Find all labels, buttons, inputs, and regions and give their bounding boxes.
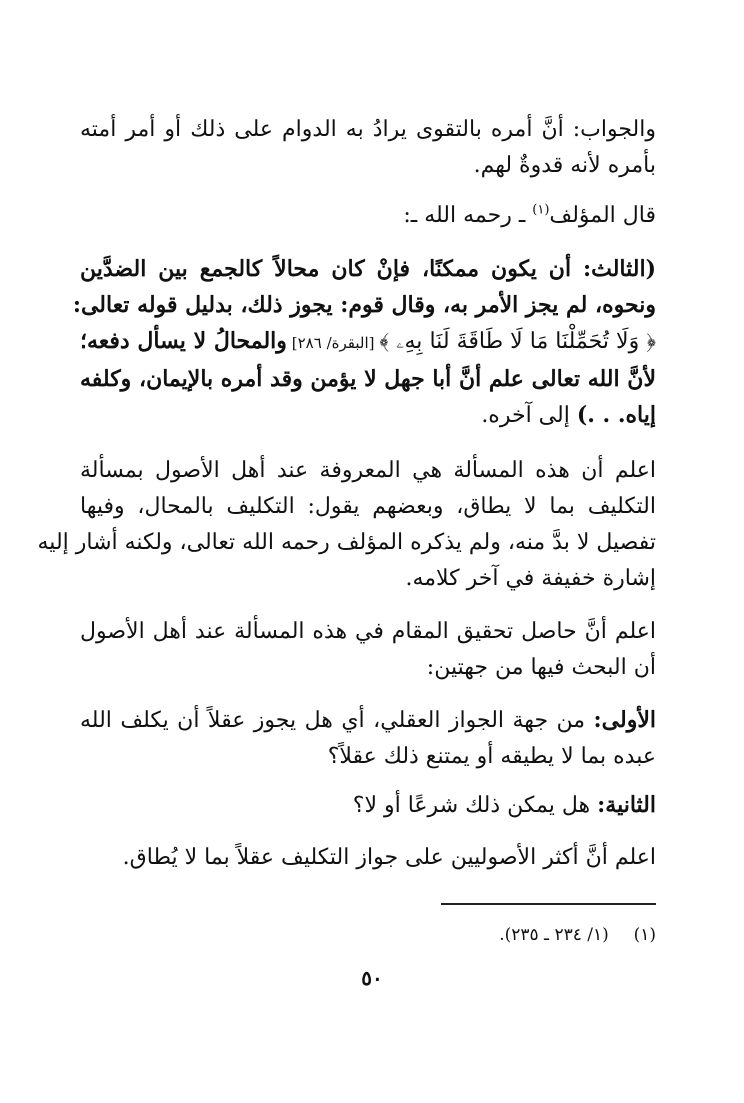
conclusion-paragraph <box>80 840 656 876</box>
text-line <box>80 323 656 361</box>
explanation-paragraph <box>37 453 656 597</box>
footnote-reference: (١) <box>532 202 550 218</box>
text-line: والجواب: أنَّ أمره بالتقوى يرادُ به الدوام على ذلك أو أمر أمته <box>80 117 656 142</box>
text-line: إشارة خفيفة في آخر كلامه. <box>405 566 656 591</box>
quoted-text-paragraph <box>72 251 656 434</box>
text-line: ونحوه، لم يجز الأمر به، وقال قوم: يجوز ذلك، بدليل قوله تعالى: <box>72 292 656 318</box>
text-line: (الثالث: أن يكون ممكنًا، فإنْ كان محالاً كالجمع بين الضدَّين <box>80 256 656 282</box>
author-said-paragraph <box>80 198 656 234</box>
text-line: التكليف بما لا يطاق، وبعضهم يقول: التكليف بالمحال، وفيها <box>80 494 656 519</box>
text-line: اعلم أنَّ أكثر الأصوليين على جواز التكليف عقلاً بما لا يُطاق. <box>122 845 656 870</box>
author-said-lead: قال المؤلف <box>549 203 656 228</box>
text-line: بأمره لأنه قدوةٌ لهم. <box>473 153 656 178</box>
summary-paragraph <box>80 614 656 686</box>
second-aspect-paragraph <box>80 787 656 824</box>
text-segment: من جهة الجواز العقلي، أي هل يجوز عقلاً أن يكلف الله <box>80 708 594 733</box>
author-said-tail: ـ رحمه الله ـ: <box>403 203 533 228</box>
text-line: تفصيل لا بدَّ منه، ولم يذكره المؤلف رحمه الله تعالى، ولكنه أشار إليه <box>37 530 656 555</box>
text-segment: والمحالُ لا يسأل دفعه؛ <box>80 328 287 354</box>
text-line <box>80 702 656 739</box>
text-line: عبده بما لا يطيقه أو يمتنع ذلك عقلاً؟ <box>327 744 656 769</box>
text-line <box>80 397 656 434</box>
text-segment: إياه. . .) <box>576 402 656 428</box>
text-line <box>80 787 656 824</box>
text-line <box>80 198 656 234</box>
answer-paragraph <box>80 112 656 184</box>
footnote-text: (١/ ٢٣٤ ـ ٢٣٥). <box>499 925 609 945</box>
first-aspect-label: الأولى: <box>593 707 656 733</box>
footnote <box>499 922 656 948</box>
text-line: أن البحث فيها من جهتين: <box>426 655 656 680</box>
text-line: اعلم أنَّ حاصل تحقيق المقام في هذه المسألة عند أهل الأصول <box>80 619 656 644</box>
page-number: ٥٠ <box>361 966 383 990</box>
footnote-separator <box>441 903 656 905</box>
text-segment: هل يمكن ذلك شرعًا أو لا؟ <box>352 793 598 818</box>
second-aspect-label: الثانية: <box>597 792 656 818</box>
text-segment: إلى آخره. <box>481 403 577 428</box>
text-line: اعلم أن هذه المسألة هي المعروفة عند أهل الأصول بمسألة <box>80 458 656 483</box>
text-line: لأنَّ الله تعالى علم أنَّ أبا جهل لا يؤمن وقد أمره بالإيمان، وكلفه <box>80 366 656 392</box>
first-aspect-paragraph <box>80 702 656 775</box>
footnote-number: (١) <box>633 925 656 945</box>
quran-verse: ﴿ وَلَا تُحَمِّلْنَا مَا لَا طَاقَةَ لَنَا بِهِۦ ﴾ <box>379 329 656 354</box>
verse-reference: [البقرة/ ٢٨٦] <box>286 334 380 352</box>
